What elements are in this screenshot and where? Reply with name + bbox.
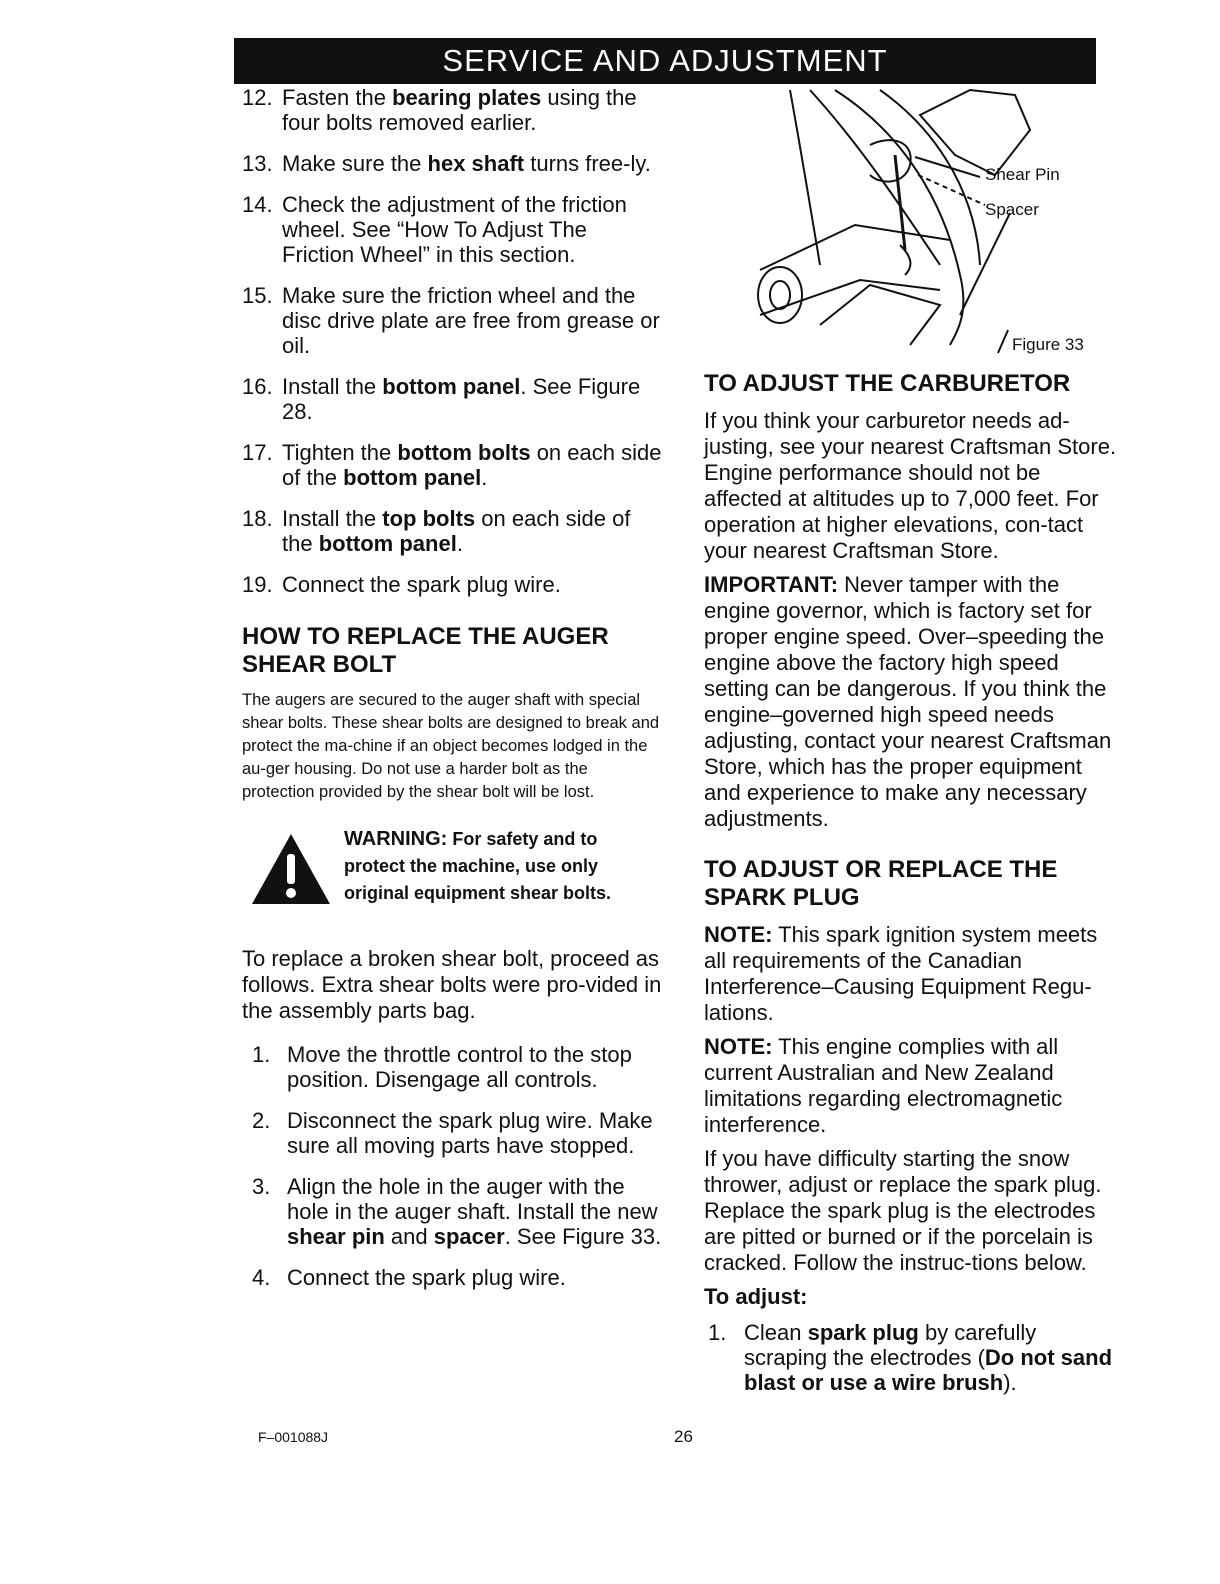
step-text: Make sure the friction wheel and the disc drive plate are free from grease or oil. <box>282 283 660 358</box>
step-number: 2. <box>252 1108 271 1133</box>
step-text: and <box>384 1224 434 1249</box>
numbered-steps-list <box>242 85 662 597</box>
note-canadian <box>704 922 1124 1026</box>
step-number: 19. <box>242 572 273 597</box>
step-text: Fasten the <box>282 85 393 110</box>
step-number: 1. <box>252 1042 271 1067</box>
step-bold: bearing plates <box>392 85 542 110</box>
warning-message: For safety and to protect the machine, use only original equipment shear bolts. <box>344 829 612 903</box>
to-adjust-heading <box>704 1284 1124 1310</box>
list-item <box>242 440 662 490</box>
list-item <box>242 1174 662 1249</box>
step-text: Install the <box>282 374 383 399</box>
spark-plug-text: If you have difficulty starting the snow thrower, adjust or replace the spark plug. Replace the spark plug is the electrodes are pitted or burned or if the porcelain is cracked. Follow the instruc-tions below. <box>704 1146 1102 1275</box>
auger-shear-pin-illustration <box>740 85 1110 360</box>
list-item <box>242 374 662 424</box>
shear-procedure-steps <box>242 1042 662 1290</box>
step-text: Install the <box>282 506 383 531</box>
step-number: 14. <box>242 192 273 217</box>
note-text: This spark ignition system meets all requirements of the Canadian Interference–Causing Equipment Regu-lations. <box>704 922 1098 1025</box>
step-bold: top bolts <box>382 506 476 531</box>
right-column <box>704 370 1124 1411</box>
important-text: Never tamper with the engine governor, which is factory set for proper engine speed. Over–speeding the engine above the factory high speed setting can be dangerous. If you think the engine–governed high speed needs adjusting, contact your nearest Craftsman Store, which has the proper equipment and experience to make any necessary adjustments. <box>704 572 1112 831</box>
step-text: . <box>456 531 463 556</box>
step-number: 16. <box>242 374 273 399</box>
step-text: Clean <box>744 1320 808 1345</box>
step-number: 12. <box>242 85 273 110</box>
step-text: . <box>481 465 488 490</box>
note-label: NOTE: <box>704 1034 773 1059</box>
list-item <box>242 1042 662 1092</box>
carburetor-text: If you think your carburetor needs ad-justing, see your nearest Craftsman Store. Engine performance should not be affected at altitudes up to 7,000 feet. For operation at higher elevations, con-tact your nearest Craftsman Store. <box>704 408 1117 563</box>
spark-plug-heading: TO ADJUST OR REPLACE THE SPARK PLUG <box>704 856 1058 911</box>
step-text: turns free-ly. <box>524 151 651 176</box>
figure-33 <box>740 85 1110 360</box>
to-adjust-label: To adjust: <box>704 1284 808 1309</box>
step-bold: shear pin <box>287 1224 385 1249</box>
step-bold: bottom panel <box>318 531 457 556</box>
step-text: . See Figure 28. <box>282 374 641 424</box>
step-bold: Do not sand blast or use a wire brush <box>744 1345 1113 1395</box>
warning-box <box>242 826 662 922</box>
list-item <box>242 151 662 176</box>
spacer-label: Spacer <box>985 200 1039 219</box>
section-banner: SERVICE AND ADJUSTMENT <box>234 38 1096 84</box>
step-bold: spacer <box>433 1224 505 1249</box>
list-item <box>242 192 662 267</box>
left-column <box>242 85 662 1306</box>
note-australian <box>704 1034 1124 1138</box>
step-text: on each side of the <box>282 506 631 556</box>
step-bold: spark plug <box>807 1320 919 1345</box>
step-bold: bottom bolts <box>397 440 531 465</box>
step-bold: hex shaft <box>427 151 525 176</box>
figure-caption: Figure 33 <box>1012 335 1084 354</box>
step-text: Connect the spark plug wire. <box>282 572 561 597</box>
step-text: Tighten the <box>282 440 398 465</box>
carburetor-heading: TO ADJUST THE CARBURETOR <box>704 370 1071 397</box>
step-text: by carefully scraping the electrodes ( <box>744 1320 1037 1370</box>
step-number: 1. <box>708 1320 727 1345</box>
step-text: . See Figure 33. <box>504 1224 662 1249</box>
step-text: Connect the spark plug wire. <box>287 1265 566 1290</box>
warning-icon <box>250 832 332 906</box>
page-number: 26 <box>674 1427 693 1446</box>
step-text: Disconnect the spark plug wire. Make sure all moving parts have stopped. <box>287 1108 653 1158</box>
step-text: Make sure the <box>282 151 428 176</box>
important-label: IMPORTANT: <box>704 572 839 597</box>
step-bold: bottom panel <box>343 465 482 490</box>
shear-bolt-heading: HOW TO REPLACE THE AUGER SHEAR BOLT <box>242 623 609 678</box>
spark-plug-step <box>704 1320 1124 1395</box>
warning-text <box>344 826 654 907</box>
list-item <box>242 283 662 358</box>
step-text: Check the adjustment of the friction wheel. See “How To Adjust The Friction Wheel” in this section. <box>282 192 627 267</box>
list-item <box>242 1108 662 1158</box>
step-number: 18. <box>242 506 273 531</box>
shear-pin-label: Shear Pin <box>985 165 1060 184</box>
step-text: ). <box>1003 1370 1017 1395</box>
step-text: Align the hole in the auger with the hole in the auger shaft. Install the new <box>287 1174 658 1224</box>
note-label: NOTE: <box>704 922 773 947</box>
document-code: F–001088J <box>258 1429 329 1445</box>
step-text: on each side of the <box>282 440 662 490</box>
note-text: This engine complies with all current Australian and New Zealand limitations regarding electromagnetic interference. <box>704 1034 1063 1137</box>
list-item <box>242 572 662 597</box>
shear-bolt-intro: The augers are secured to the auger shaft with special shear bolts. These shear bolts are designed to break and protect the ma-chine if an object becomes lodged in the au-ger housing. Do not use a harder bolt as the protection provided by the shear bolt will be lost. <box>242 691 660 801</box>
step-bold: bottom panel <box>382 374 521 399</box>
step-number: 3. <box>252 1174 271 1199</box>
warning-label: WARNING: <box>344 828 448 850</box>
list-item <box>242 1265 662 1290</box>
procedure-intro: To replace a broken shear bolt, proceed as follows. Extra shear bolts were pro-vided in the assembly parts bag. <box>242 946 662 1023</box>
step-number: 4. <box>252 1265 271 1290</box>
step-text: using the four bolts removed earlier. <box>282 85 637 135</box>
step-number: 17. <box>242 440 273 465</box>
list-item <box>242 85 662 135</box>
list-item <box>242 506 662 556</box>
step-number: 13. <box>242 151 273 176</box>
step-text: Move the throttle control to the stop position. Disengage all controls. <box>287 1042 632 1092</box>
step-number: 15. <box>242 283 273 308</box>
important-paragraph <box>704 572 1124 832</box>
